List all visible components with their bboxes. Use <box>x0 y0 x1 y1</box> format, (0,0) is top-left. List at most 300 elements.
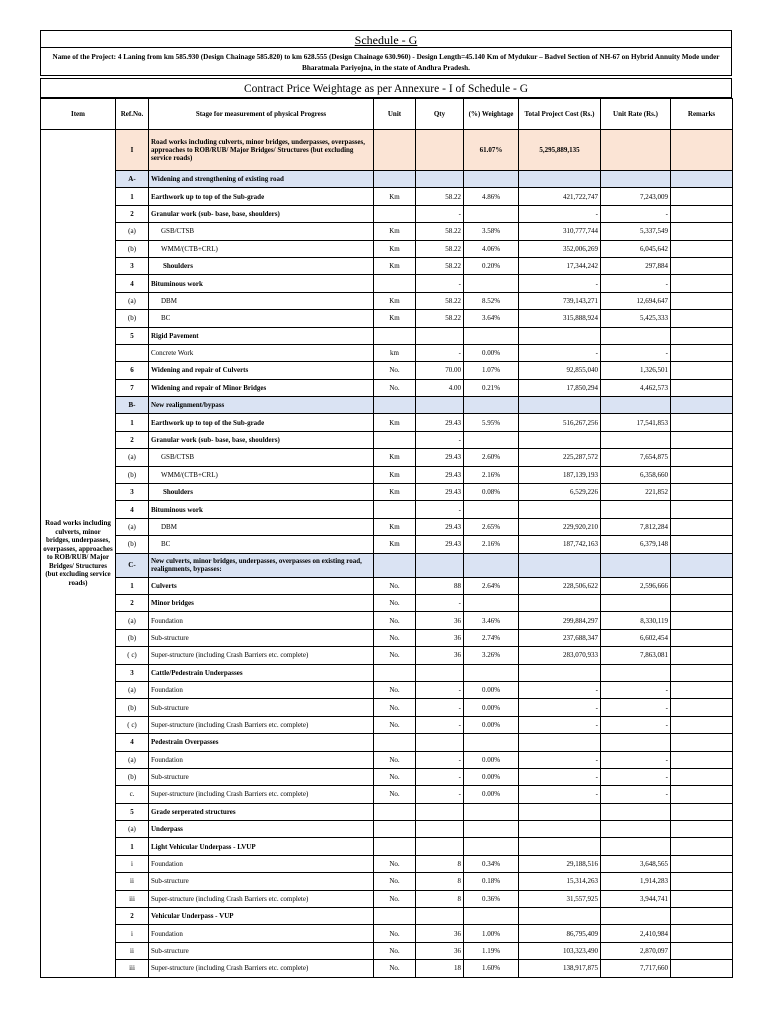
unit-cell: Km <box>374 414 416 431</box>
weightage-cell: 5.95% <box>464 414 519 431</box>
cost-cell: 17,344,242 <box>519 257 601 274</box>
weightage-cell <box>464 205 519 222</box>
cost-cell: - <box>519 768 601 785</box>
remarks-cell <box>671 240 733 257</box>
table-row <box>41 362 733 379</box>
cost-cell: - <box>519 786 601 803</box>
table-row <box>41 960 733 977</box>
qty-cell: 36 <box>416 612 464 629</box>
unit-cell: Km <box>374 240 416 257</box>
table-row <box>41 257 733 274</box>
qty-cell <box>416 838 464 855</box>
qty-cell <box>416 553 464 577</box>
remarks-cell <box>671 171 733 188</box>
stage-cell: Widening and repair of Minor Bridges <box>149 379 374 396</box>
unit-cell: No. <box>374 855 416 872</box>
remarks-cell <box>671 257 733 274</box>
cost-cell <box>519 664 601 681</box>
remarks-cell <box>671 890 733 907</box>
stage-cell: Foundation <box>149 855 374 872</box>
stage-cell: Underpass <box>149 821 374 838</box>
unit-cell: km <box>374 344 416 361</box>
ref-cell: 5 <box>116 803 149 820</box>
weightage-cell: 4.06% <box>464 240 519 257</box>
ref-cell: 4 <box>116 501 149 518</box>
table-row <box>41 292 733 309</box>
item-cell: Road works including culverts, minor bridges, underpasses, overpasses, approaches to ROB/RUB/ Major Bridges/ Structures (but excluding service roads) <box>41 130 116 978</box>
unit-cell: No. <box>374 942 416 959</box>
ref-cell <box>116 344 149 361</box>
remarks-cell <box>671 397 733 414</box>
weightage-cell: 0.00% <box>464 768 519 785</box>
weightage-cell: 3.64% <box>464 310 519 327</box>
remarks-cell <box>671 942 733 959</box>
remarks-cell <box>671 553 733 577</box>
remarks-cell <box>671 536 733 553</box>
cost-cell: - <box>519 275 601 292</box>
ref-cell: (b) <box>116 699 149 716</box>
remarks-cell <box>671 647 733 664</box>
remarks-cell <box>671 379 733 396</box>
ref-cell: i <box>116 925 149 942</box>
remarks-cell <box>671 594 733 611</box>
rate-cell <box>601 908 671 925</box>
remarks-cell <box>671 501 733 518</box>
unit-cell: No. <box>374 751 416 768</box>
qty-cell: - <box>416 751 464 768</box>
stage-cell: Foundation <box>149 612 374 629</box>
remarks-cell <box>671 449 733 466</box>
ref-cell: ( c) <box>116 716 149 733</box>
weightage-cell: 0.00% <box>464 699 519 716</box>
table-row <box>41 553 733 577</box>
weightage-cell <box>464 327 519 344</box>
rate-cell <box>601 821 671 838</box>
qty-cell: 70.00 <box>416 362 464 379</box>
rate-cell <box>601 431 671 448</box>
rate-cell: 7,812,284 <box>601 518 671 535</box>
qty-cell <box>416 397 464 414</box>
weightage-cell: 0.00% <box>464 681 519 698</box>
stage-cell: BC <box>149 536 374 553</box>
remarks-cell <box>671 664 733 681</box>
table-row <box>41 310 733 327</box>
rate-cell: 12,694,647 <box>601 292 671 309</box>
table-row <box>41 188 733 205</box>
table-row <box>41 130 733 171</box>
table-row <box>41 855 733 872</box>
table-row <box>41 501 733 518</box>
stage-cell: GSB/CTSB <box>149 223 374 240</box>
ref-cell: 2 <box>116 205 149 222</box>
cost-cell: 86,795,409 <box>519 925 601 942</box>
weightage-cell: 0.20% <box>464 257 519 274</box>
table-row <box>41 484 733 501</box>
rate-cell: - <box>601 786 671 803</box>
remarks-cell <box>671 821 733 838</box>
ref-cell: (b) <box>116 240 149 257</box>
qty-cell: 58.22 <box>416 292 464 309</box>
rate-cell: 7,243,009 <box>601 188 671 205</box>
rate-cell <box>601 553 671 577</box>
unit-cell <box>374 130 416 171</box>
remarks-cell <box>671 855 733 872</box>
stage-cell: Super-structure (including Crash Barriers etc. complete) <box>149 647 374 664</box>
unit-cell: Km <box>374 257 416 274</box>
weightage-cell: 4.86% <box>464 188 519 205</box>
unit-cell: Km <box>374 536 416 553</box>
qty-cell: - <box>416 716 464 733</box>
qty-cell <box>416 664 464 681</box>
rate-cell: 1,914,283 <box>601 873 671 890</box>
cost-cell <box>519 908 601 925</box>
cost-cell: 92,855,040 <box>519 362 601 379</box>
unit-cell: No. <box>374 629 416 646</box>
col-header-stage: Stage for measurement of physical Progress <box>149 99 374 130</box>
unit-cell: No. <box>374 890 416 907</box>
ref-cell: 3 <box>116 664 149 681</box>
rate-cell: - <box>601 751 671 768</box>
ref-cell: 1 <box>116 838 149 855</box>
stage-cell: Super-structure (including Crash Barriers etc. complete) <box>149 890 374 907</box>
rate-cell: 4,462,573 <box>601 379 671 396</box>
table-row <box>41 699 733 716</box>
weightage-cell: 3.46% <box>464 612 519 629</box>
weightage-cell: 8.52% <box>464 292 519 309</box>
stage-cell: Sub-structure <box>149 768 374 785</box>
unit-cell: No. <box>374 768 416 785</box>
unit-cell <box>374 275 416 292</box>
ref-cell: (a) <box>116 681 149 698</box>
rate-cell: 5,337,549 <box>601 223 671 240</box>
weightage-cell: 1.60% <box>464 960 519 977</box>
remarks-cell <box>671 223 733 240</box>
weightage-cell: 0.34% <box>464 855 519 872</box>
table-row <box>41 449 733 466</box>
ref-cell: iii <box>116 960 149 977</box>
ref-cell: 2 <box>116 431 149 448</box>
cost-cell: 516,267,256 <box>519 414 601 431</box>
ref-cell: (a) <box>116 612 149 629</box>
stage-cell: Sub-structure <box>149 629 374 646</box>
cost-cell: 138,917,875 <box>519 960 601 977</box>
qty-cell <box>416 803 464 820</box>
stage-cell: New realignment/bypass <box>149 397 374 414</box>
stage-cell: Super-structure (including Crash Barriers etc. complete) <box>149 960 374 977</box>
stage-cell: Earthwork up to top of the Sub-grade <box>149 188 374 205</box>
cost-cell: - <box>519 205 601 222</box>
qty-cell: - <box>416 699 464 716</box>
qty-cell: 8 <box>416 890 464 907</box>
stage-cell: Earthwork up to top of the Sub-grade <box>149 414 374 431</box>
rate-cell: 2,870,097 <box>601 942 671 959</box>
remarks-cell <box>671 960 733 977</box>
cost-cell: 739,143,271 <box>519 292 601 309</box>
remarks-cell <box>671 803 733 820</box>
unit-cell: No. <box>374 594 416 611</box>
rate-cell <box>601 734 671 751</box>
col-header-remarks: Remarks <box>671 99 733 130</box>
stage-cell: Sub-structure <box>149 873 374 890</box>
stage-cell: Vehicular Underpass - VUP <box>149 908 374 925</box>
table-row <box>41 171 733 188</box>
unit-cell <box>374 431 416 448</box>
ref-cell: 2 <box>116 908 149 925</box>
remarks-cell <box>671 716 733 733</box>
qty-cell: - <box>416 681 464 698</box>
table-header-row <box>41 99 733 130</box>
ref-cell: 4 <box>116 275 149 292</box>
cost-cell: - <box>519 716 601 733</box>
col-header-total-cost: Total Project Cost (Rs.) <box>519 99 601 130</box>
rate-cell: 17,541,853 <box>601 414 671 431</box>
rate-cell: 6,602,454 <box>601 629 671 646</box>
rate-cell <box>601 327 671 344</box>
table-row <box>41 890 733 907</box>
table-row <box>41 908 733 925</box>
unit-cell <box>374 205 416 222</box>
cost-cell <box>519 821 601 838</box>
table-row <box>41 536 733 553</box>
schedule-title <box>40 30 732 48</box>
remarks-cell <box>671 612 733 629</box>
weightage-cell: 2.60% <box>464 449 519 466</box>
remarks-cell <box>671 327 733 344</box>
weightage-cell: 0.08% <box>464 484 519 501</box>
qty-cell: - <box>416 431 464 448</box>
remarks-cell <box>671 518 733 535</box>
rate-cell: 7,717,660 <box>601 960 671 977</box>
remarks-cell <box>671 292 733 309</box>
table-row <box>41 594 733 611</box>
rate-cell: 6,379,148 <box>601 536 671 553</box>
stage-cell: Foundation <box>149 925 374 942</box>
cost-cell <box>519 327 601 344</box>
rate-cell: - <box>601 768 671 785</box>
ref-cell: ( c) <box>116 647 149 664</box>
remarks-cell <box>671 838 733 855</box>
stage-cell: Grade serperated structures <box>149 803 374 820</box>
qty-cell: 18 <box>416 960 464 977</box>
table-row <box>41 768 733 785</box>
unit-cell <box>374 171 416 188</box>
table-row <box>41 751 733 768</box>
remarks-cell <box>671 130 733 171</box>
ref-cell: C- <box>116 553 149 577</box>
unit-cell <box>374 327 416 344</box>
cost-cell: 187,139,193 <box>519 466 601 483</box>
stage-cell: Light Vehicular Underpass - LVUP <box>149 838 374 855</box>
weightage-cell <box>464 664 519 681</box>
weightage-cell: 0.00% <box>464 716 519 733</box>
ref-cell: (a) <box>116 751 149 768</box>
rate-cell: 3,648,565 <box>601 855 671 872</box>
remarks-cell <box>671 768 733 785</box>
table-row <box>41 925 733 942</box>
qty-cell <box>416 821 464 838</box>
rate-cell: - <box>601 205 671 222</box>
rate-cell <box>601 171 671 188</box>
remarks-cell <box>671 577 733 594</box>
qty-cell: 88 <box>416 577 464 594</box>
qty-cell <box>416 734 464 751</box>
qty-cell: - <box>416 344 464 361</box>
unit-cell <box>374 397 416 414</box>
stage-cell: GSB/CTSB <box>149 449 374 466</box>
remarks-cell <box>671 431 733 448</box>
stage-cell: BC <box>149 310 374 327</box>
ref-cell: 2 <box>116 594 149 611</box>
remarks-cell <box>671 484 733 501</box>
unit-cell <box>374 553 416 577</box>
table-row <box>41 664 733 681</box>
table-row <box>41 518 733 535</box>
stage-cell: Widening and strengthening of existing road <box>149 171 374 188</box>
cost-cell: 5,295,889,135 <box>519 130 601 171</box>
ref-cell: (a) <box>116 821 149 838</box>
qty-cell: 58.22 <box>416 188 464 205</box>
ref-cell: 1 <box>116 577 149 594</box>
table-row <box>41 821 733 838</box>
qty-cell: 29.43 <box>416 518 464 535</box>
weightage-cell <box>464 431 519 448</box>
ref-cell: ii <box>116 942 149 959</box>
unit-cell <box>374 803 416 820</box>
stage-cell: Rigid Pavement <box>149 327 374 344</box>
unit-cell: No. <box>374 362 416 379</box>
qty-cell: - <box>416 275 464 292</box>
cost-cell: - <box>519 699 601 716</box>
remarks-cell <box>671 466 733 483</box>
table-row <box>41 379 733 396</box>
table-row <box>41 838 733 855</box>
unit-cell: No. <box>374 960 416 977</box>
cost-cell: 237,688,347 <box>519 629 601 646</box>
remarks-cell <box>671 734 733 751</box>
remarks-cell <box>671 925 733 942</box>
cost-cell: 299,884,297 <box>519 612 601 629</box>
remarks-cell <box>671 275 733 292</box>
weightage-cell: 0.36% <box>464 890 519 907</box>
ref-cell: 1 <box>116 414 149 431</box>
table-body <box>41 130 733 978</box>
rate-cell: - <box>601 716 671 733</box>
table-row <box>41 803 733 820</box>
table-row <box>41 681 733 698</box>
cost-cell: 228,506,622 <box>519 577 601 594</box>
qty-cell <box>416 908 464 925</box>
qty-cell: 36 <box>416 647 464 664</box>
qty-cell: 36 <box>416 925 464 942</box>
stage-cell: New culverts, minor bridges, underpasses, overpasses on existing road, realignments, bypasses: <box>149 553 374 577</box>
table-row <box>41 577 733 594</box>
weightage-cell <box>464 397 519 414</box>
stage-cell: Shoulders <box>149 257 374 274</box>
rate-cell: - <box>601 344 671 361</box>
qty-cell: 58.22 <box>416 240 464 257</box>
cost-cell: - <box>519 681 601 698</box>
ref-cell: i <box>116 855 149 872</box>
stage-cell: Super-structure (including Crash Barriers etc. complete) <box>149 786 374 803</box>
rate-cell <box>601 397 671 414</box>
table-row <box>41 873 733 890</box>
table-row <box>41 466 733 483</box>
unit-cell: Km <box>374 518 416 535</box>
unit-cell: Km <box>374 484 416 501</box>
remarks-cell <box>671 362 733 379</box>
cost-cell <box>519 734 601 751</box>
weightage-cell <box>464 803 519 820</box>
ref-cell: (b) <box>116 768 149 785</box>
col-header-weightage: (%) Weightage <box>464 99 519 130</box>
ref-cell: I <box>116 130 149 171</box>
ref-cell: (a) <box>116 518 149 535</box>
cost-cell: 225,287,572 <box>519 449 601 466</box>
qty-cell: 8 <box>416 873 464 890</box>
weightage-cell: 1.07% <box>464 362 519 379</box>
unit-cell: No. <box>374 873 416 890</box>
table-row <box>41 716 733 733</box>
cost-cell <box>519 838 601 855</box>
weightage-cell: 2.16% <box>464 536 519 553</box>
qty-cell: 58.22 <box>416 223 464 240</box>
unit-cell: No. <box>374 577 416 594</box>
ref-cell: (a) <box>116 449 149 466</box>
qty-cell: - <box>416 501 464 518</box>
unit-cell: No. <box>374 699 416 716</box>
weightage-cell <box>464 594 519 611</box>
cost-cell: 6,529,226 <box>519 484 601 501</box>
qty-cell: - <box>416 768 464 785</box>
table-row <box>41 275 733 292</box>
rate-cell: 5,425,333 <box>601 310 671 327</box>
cost-cell <box>519 501 601 518</box>
ref-cell: (b) <box>116 629 149 646</box>
unit-cell <box>374 821 416 838</box>
weightage-cell: 3.26% <box>464 647 519 664</box>
table-row <box>41 327 733 344</box>
table-row <box>41 240 733 257</box>
ref-cell: (b) <box>116 310 149 327</box>
cost-cell: 103,323,490 <box>519 942 601 959</box>
weightage-cell <box>464 553 519 577</box>
stage-cell: WMM/(CTB+CRL) <box>149 240 374 257</box>
unit-cell: No. <box>374 716 416 733</box>
cost-cell: 229,920,210 <box>519 518 601 535</box>
weightage-cell <box>464 908 519 925</box>
remarks-cell <box>671 414 733 431</box>
unit-cell: Km <box>374 310 416 327</box>
stage-cell: Concrete Work <box>149 344 374 361</box>
table-row <box>41 647 733 664</box>
remarks-cell <box>671 908 733 925</box>
table-row <box>41 942 733 959</box>
ref-cell: ii <box>116 873 149 890</box>
cost-cell: 310,777,744 <box>519 223 601 240</box>
table-row <box>41 223 733 240</box>
col-header-unit-rate: Unit Rate (Rs.) <box>601 99 671 130</box>
rate-cell <box>601 594 671 611</box>
rate-cell <box>601 803 671 820</box>
weightage-table <box>40 98 733 978</box>
qty-cell: 36 <box>416 942 464 959</box>
unit-cell: No. <box>374 786 416 803</box>
rate-cell: 2,410,984 <box>601 925 671 942</box>
remarks-cell <box>671 786 733 803</box>
weightage-cell: 61.07% <box>464 130 519 171</box>
cost-cell: 29,188,516 <box>519 855 601 872</box>
rate-cell <box>601 501 671 518</box>
